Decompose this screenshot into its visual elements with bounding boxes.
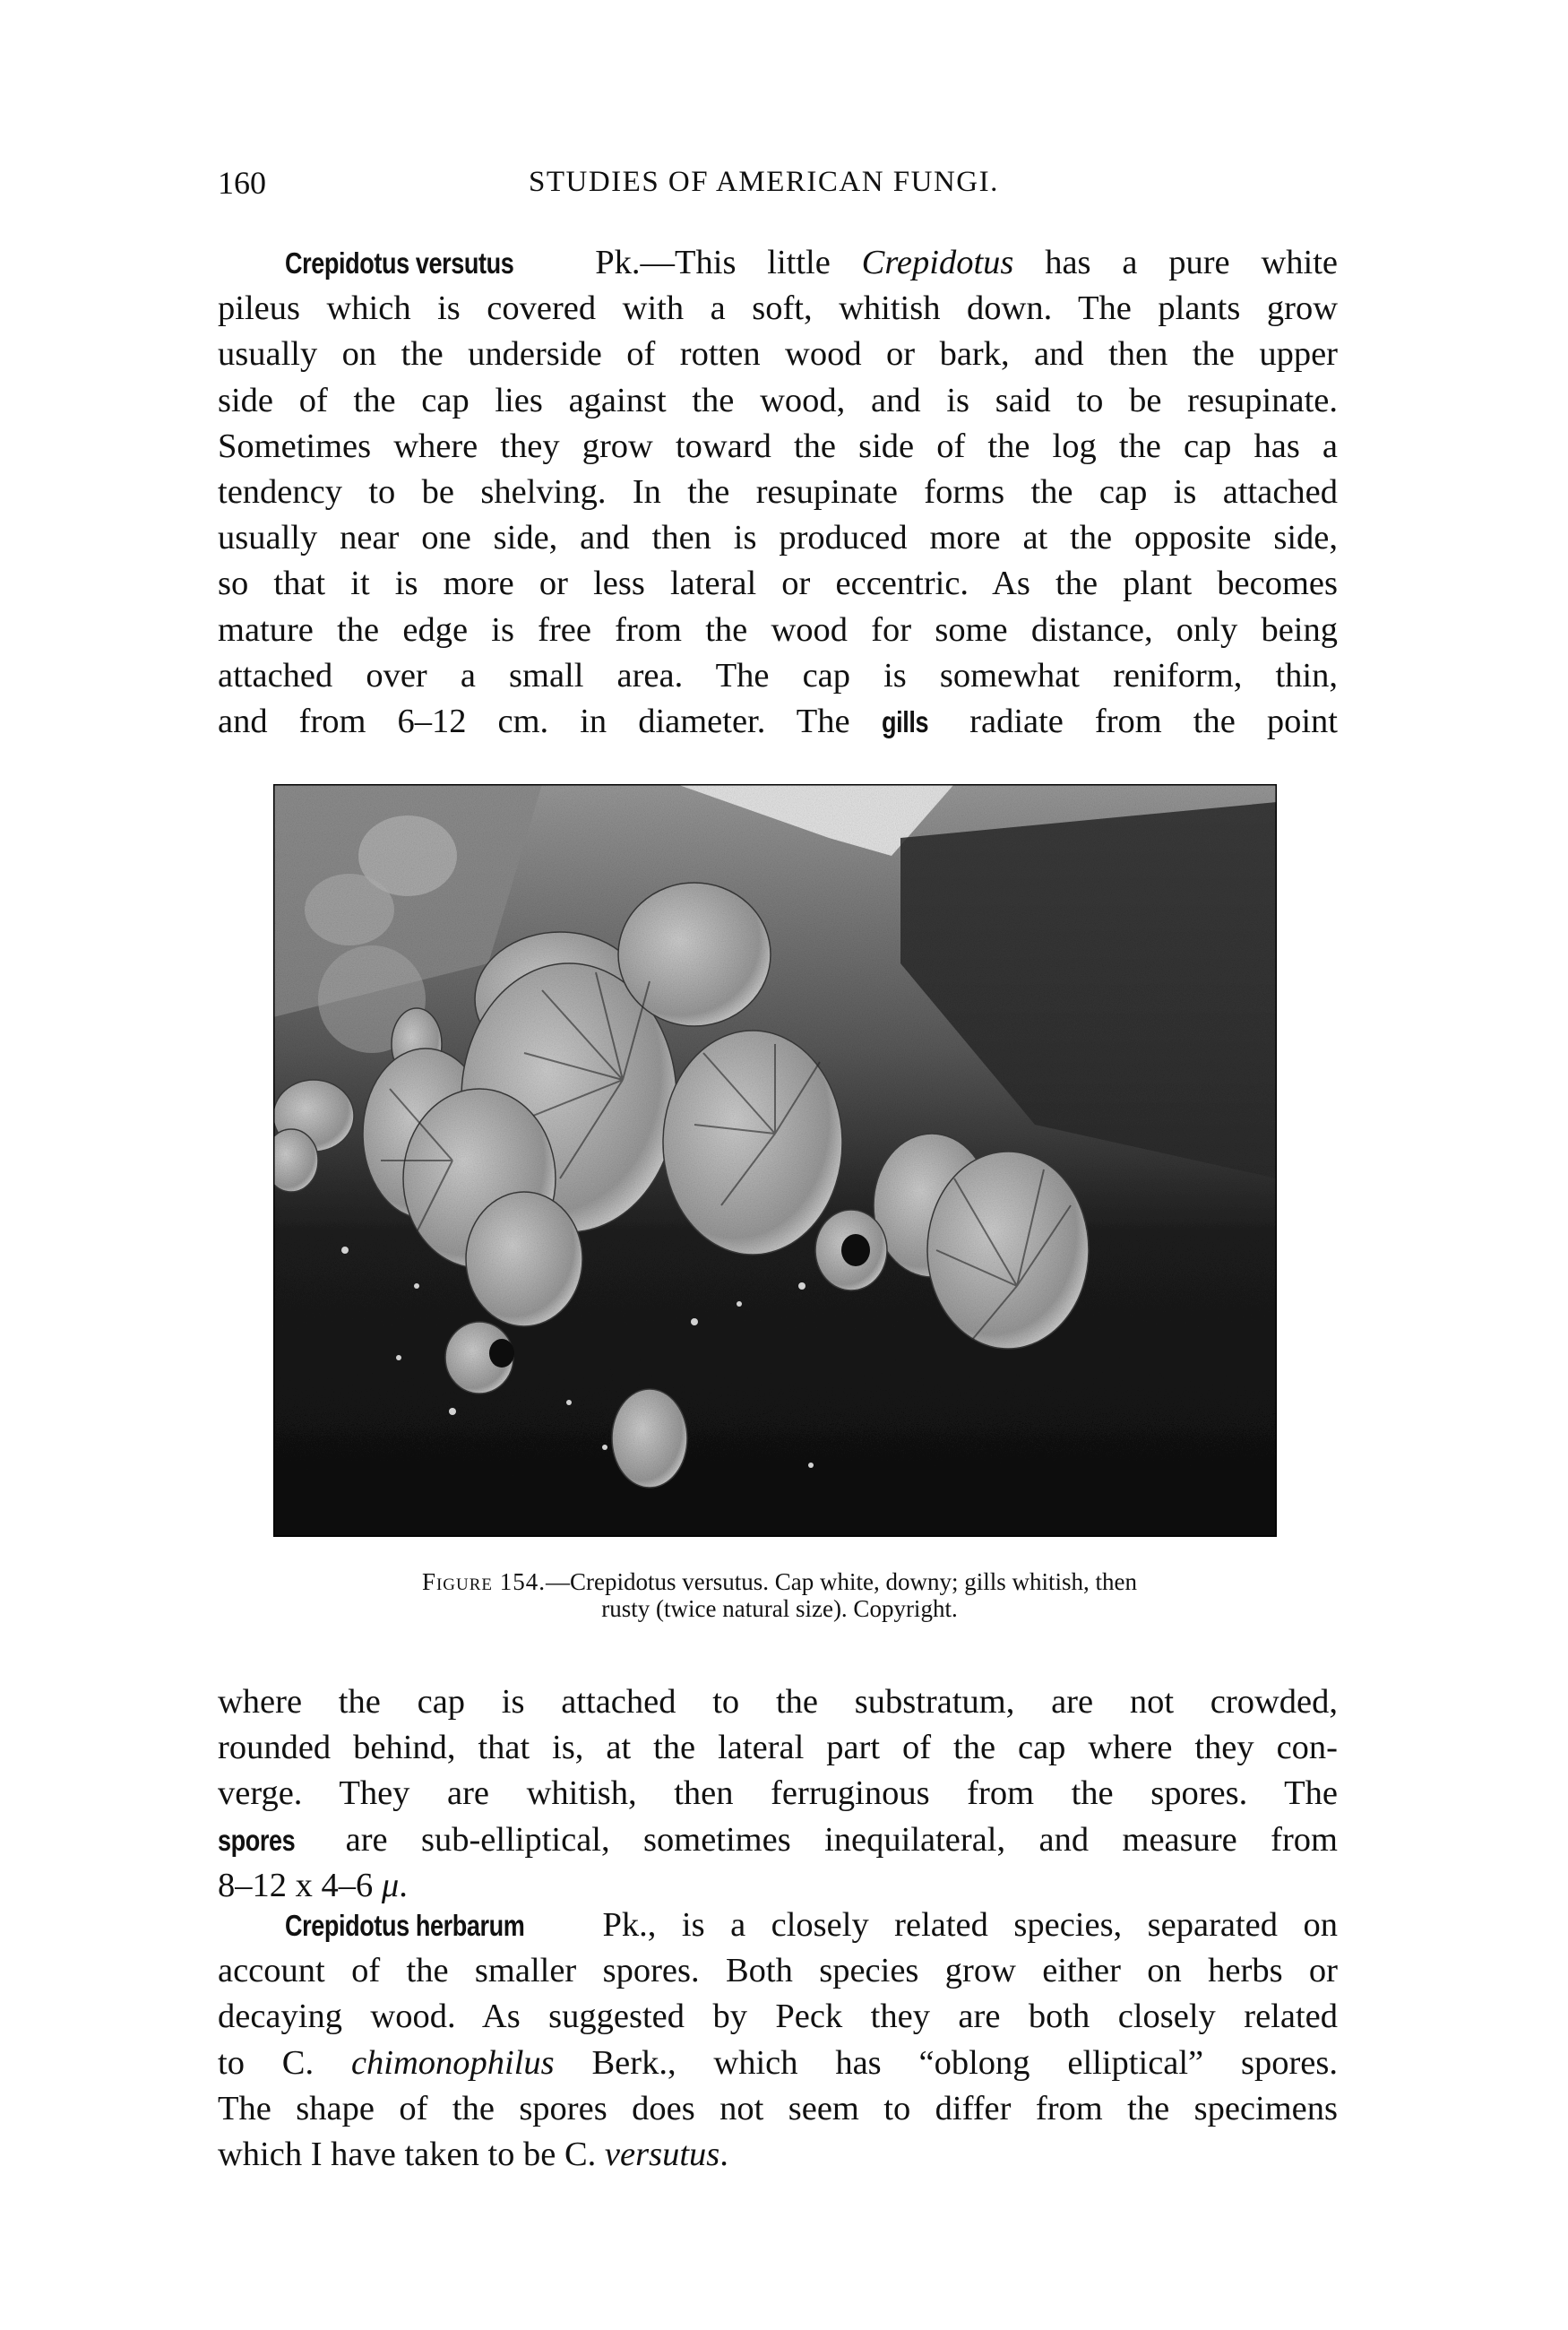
text-line: so that it is more or less lateral or eccentric. As the plant becomes [218, 565, 1338, 603]
text-line: attached over a small area. The cap is somewhat reniform, thin, [218, 656, 1338, 695]
text-line: Crepidotus versutus Pk.—This little Crepidotus has a pure white [218, 240, 1338, 286]
text-line: Crepidotus herbarum Pk., is a closely related species, separated on [218, 1903, 1338, 1948]
text-line: tendency to be shelving. In the resupinate forms the cap is attached [218, 473, 1338, 512]
text-line: mature the edge is free from the wood for some distance, only being [218, 610, 1338, 649]
text-line: rounded behind, that is, at the lateral part of the cap where they con- [218, 1729, 1338, 1767]
text-line: pileus which is covered with a soft, whitish down. The plants grow [218, 289, 1338, 328]
text-line: spores are sub-elliptical, sometimes inequilateral, and measure from [218, 1817, 1338, 1863]
text-line: where the cap is attached to the substratum, are not crowded, [218, 1683, 1338, 1721]
mushroom-photo [273, 784, 1277, 1537]
term-spores: spores [218, 1823, 296, 1857]
text-line: to C. chimonophilus Berk., which has “oblong elliptical” spores. [218, 2043, 1338, 2082]
term-gills: gills [881, 705, 928, 739]
text-line: which I have taken to be C. versutus. [218, 2136, 728, 2174]
paragraph-gills-spores [218, 1679, 1338, 1909]
text-line: usually near one side, and then is produced more at the opposite side, [218, 519, 1338, 557]
running-head: STUDIES OF AMERICAN FUNGI. [529, 166, 999, 198]
paragraph-crepidotus-herbarum [218, 1903, 1338, 2178]
figure-label: Figure 154. [421, 1568, 547, 1595]
text-line: 8–12 x 4–6 μ. [218, 1866, 408, 1904]
text-line: account of the smaller spores. Both species grow either on herbs or [218, 1952, 1338, 1990]
text-line: Sometimes where they grow toward the side of the log the cap has a [218, 427, 1338, 465]
figure-photograph [273, 784, 1277, 1537]
caption-line-2: rusty (twice natural size). Copyright. [601, 1595, 958, 1622]
figure-caption [269, 1568, 1290, 1622]
species-name-bold: Crepidotus herbarum [285, 1909, 525, 1942]
text-line: usually on the underside of rotten wood or bark, and then the upper [218, 335, 1338, 374]
page-number: 160 [218, 165, 266, 201]
text-line: The shape of the spores does not seem to differ from the specimens [218, 2089, 1338, 2127]
text-line: side of the cap lies against the wood, and is said to be resupinate. [218, 381, 1338, 419]
species-name-bold: Crepidotus versutus [285, 246, 514, 280]
caption-line-1: Figure 154.—Crepidotus versutus. Cap white, downy; gills whitish, then [421, 1568, 1138, 1595]
paragraph-crepidotus-versutus [218, 240, 1338, 745]
text-line: and from 6–12 cm. in diameter. The gills radiate from the point [218, 699, 1338, 745]
text-line: verge. They are whitish, then ferruginous from the spores. The [218, 1774, 1338, 1813]
text-line: decaying wood. As suggested by Peck they are both closely related [218, 1998, 1338, 2036]
